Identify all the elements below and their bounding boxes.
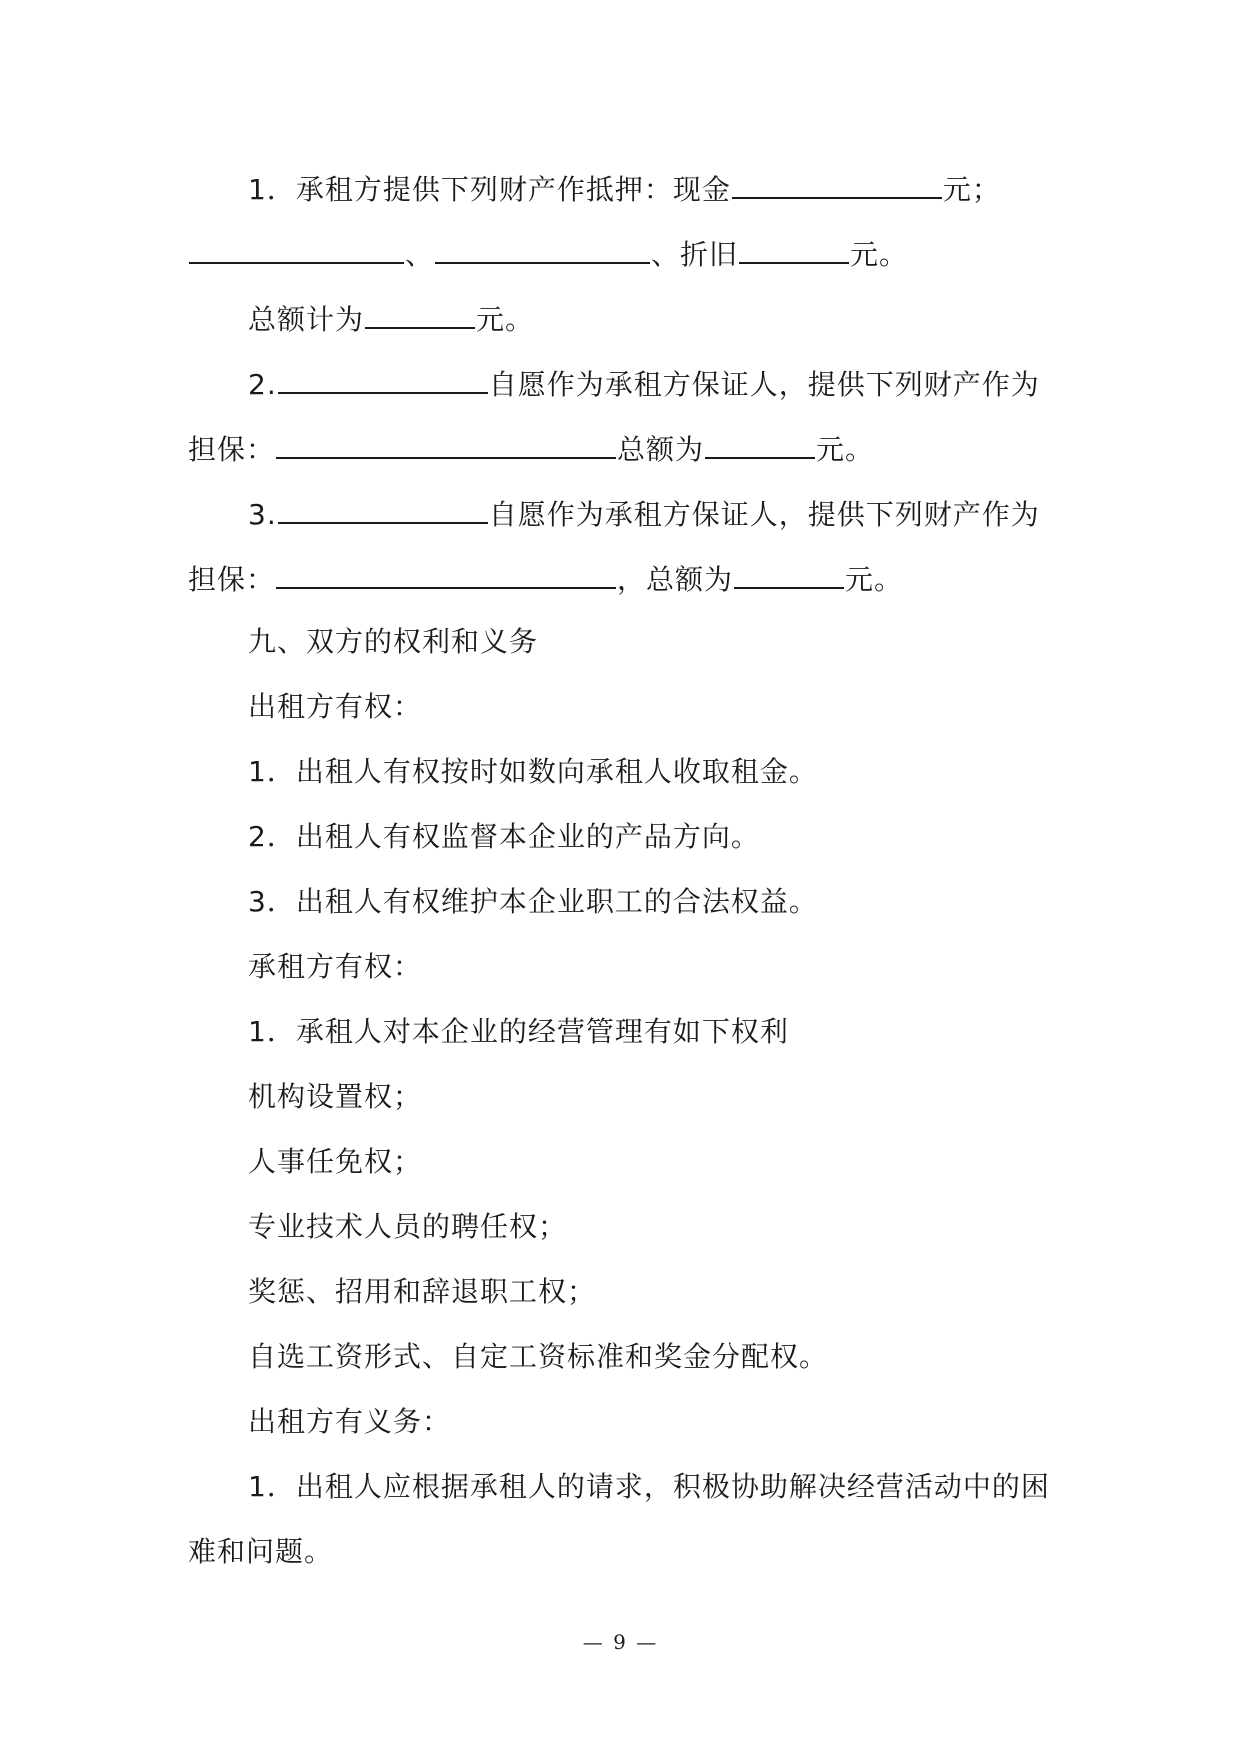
paragraph: 3．出租人有权维护本企业职工的合法权益。 xyxy=(248,885,818,918)
blank-field xyxy=(276,557,616,589)
blank-field xyxy=(365,297,475,329)
paragraph: 1．承租人对本企业的经营管理有如下权利 xyxy=(248,1015,789,1048)
blank-field xyxy=(276,427,616,459)
section-heading: 九、双方的权利和义务 xyxy=(248,625,539,658)
subheading-lessor-obligations: 出租方有义务： xyxy=(248,1405,452,1438)
paragraph: 1．出租人有权按时如数向承租人收取租金。 xyxy=(248,755,818,788)
blank-field xyxy=(189,232,404,264)
paragraph: 1．出租人应根据承租人的请求，积极协助解决经营活动中的困 xyxy=(248,1470,1050,1503)
blank-field xyxy=(435,232,650,264)
blank-field xyxy=(739,232,849,264)
clause-8-item-2: 2. 自愿作为承租方保证人，提供下列财产作为 xyxy=(248,362,1040,405)
subheading-lessor-rights: 出租方有权： xyxy=(248,690,423,723)
clause-8-item-3-cont: 担保： ，总额为 元。 xyxy=(188,557,903,600)
subheading-lessee-rights: 承租方有权： xyxy=(248,950,423,983)
paragraph: 人事任免权； xyxy=(248,1145,423,1178)
blank-field xyxy=(278,492,488,524)
clause-8-item-2-cont: 担保： 总额为 元。 xyxy=(188,427,874,470)
paragraph: 自选工资形式、自定工资标准和奖金分配权。 xyxy=(248,1340,829,1373)
clause-8-item-3: 3. 自愿作为承租方保证人，提供下列财产作为 xyxy=(248,492,1040,535)
paragraph: 2．出租人有权监督本企业的产品方向。 xyxy=(248,820,760,853)
blank-field xyxy=(278,362,488,394)
clause-8-item-1: 1．承租方提供下列财产作抵押：现金 元； xyxy=(248,167,1001,210)
paragraph: 奖惩、招用和辞退职工权； xyxy=(248,1275,597,1308)
clause-8-total: 总额计为 元。 xyxy=(248,297,534,340)
blank-field xyxy=(705,427,815,459)
paragraph: 机构设置权； xyxy=(248,1080,423,1113)
blank-field xyxy=(732,167,942,199)
page-number: — 9 — xyxy=(582,1630,659,1654)
paragraph: 专业技术人员的聘任权； xyxy=(248,1210,568,1243)
blank-field xyxy=(734,557,844,589)
clause-8-item-1-cont: 、 、折旧 元。 xyxy=(188,232,908,275)
paragraph: 难和问题。 xyxy=(188,1535,334,1568)
